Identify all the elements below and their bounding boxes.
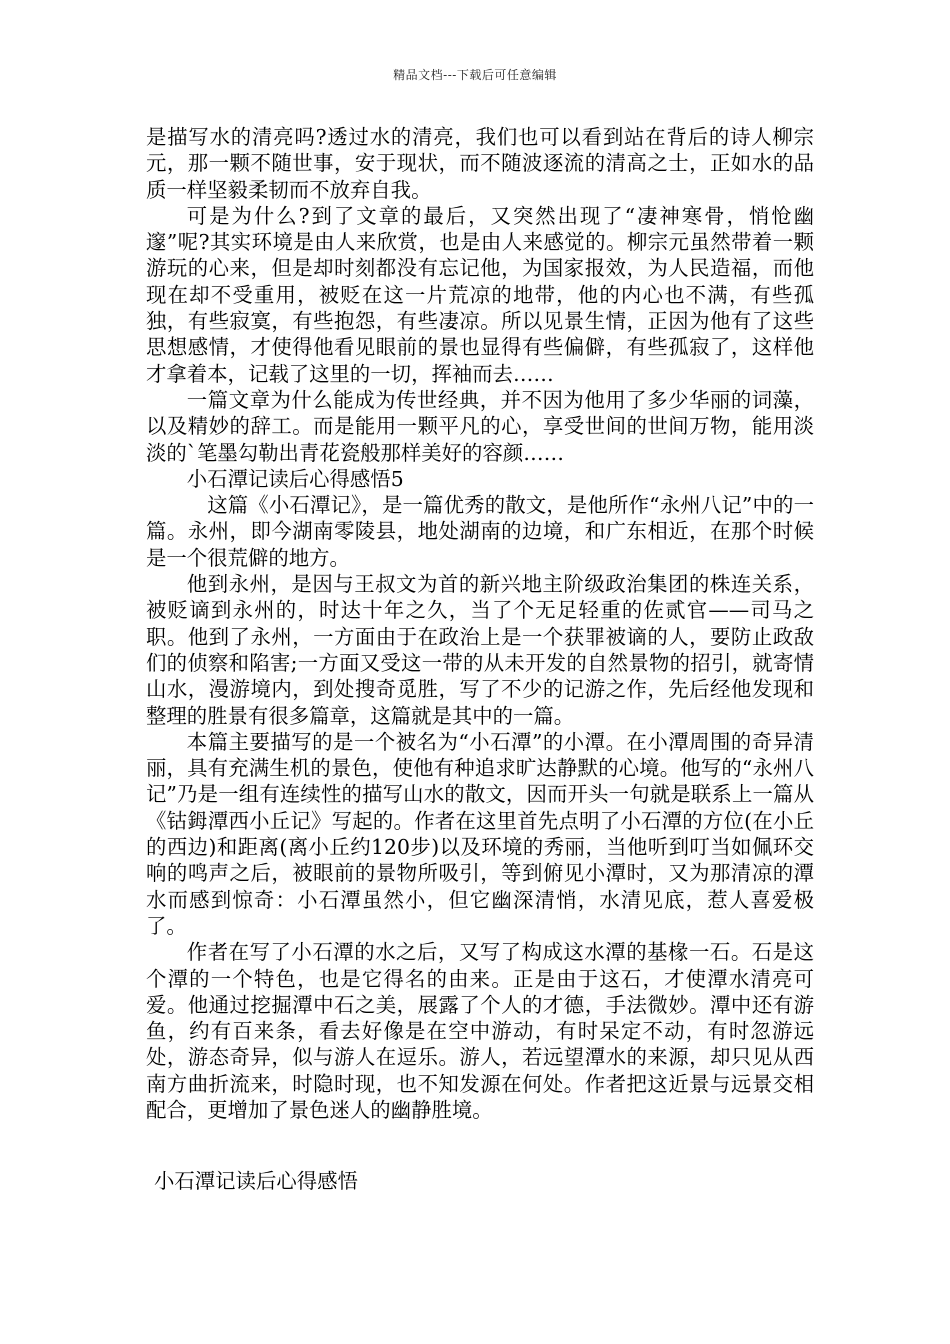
paragraph: 本篇主要描写的是一个被名为“小石潭”的小潭。在小潭周围的奇异清丽，具有充满生机的景色，使他有种追求旷达静默的心境。他写的“永州八记”乃是一组有连续性的描写山水的散文，因而开头一句就是联系上一篇从《钴鉧潭西小丘记》写起的。作者在这里首先点明了小石潭的方位(在小丘的西边)和距离(离小丘约120步)以及环境的秀丽，当他听到叮当如佩环交响的鸣声之后，被眼前的景物所吸引，等到俯见小潭时，又为那清凉的潭水而感到惊奇：小石潭虽然小，但它幽深清悄，水清见底，惹人喜爱极了。 [146, 729, 814, 938]
paragraph: 作者在写了小石潭的水之后，又写了构成这水潭的基椽一石。石是这个潭的一个特色，也是它得名的由来。正是由于这石，才使潭水清亮可爱。他通过挖掘潭中石之美，展露了个人的才德，手法微妙。潭中还有游鱼，约有百来条，看去好像是在空中游动，有时呆定不动，有时忽游远处，游态奇异，似与游人在逗乐。游人，若远望潭水的来源，却只见从西南方曲折流来，时隐时现，也不知发源在何处。作者把这近景与远景交相配合，更增加了景色迷人的幽静胜境。 [146, 940, 814, 1122]
paragraph: 可是为什么?到了文章的最后，又突然出现了“凄神寒骨，悄怆幽邃”呢?其实环境是由人来欣赏，也是由人来感觉的。柳宗元虽然带着一颗游玩的心来，但是却时刻都没有忘记他，为国家报效，为人民造福，而他现在却不受重用，被贬在这一片荒凉的地带，他的内心也不满，有些孤独，有些寂寞，有些抱怨，有些凄凉。所以见景生情，正因为他有了这些思想感情，才使得他看见眼前的景也显得有些偏僻，有些孤寂了，这样他才拿着本，记载了这里的一切，挥袖而去…… [146, 203, 814, 386]
page-header: 精品文档---下载后可任意编辑 [393, 68, 557, 82]
paragraph: 一篇文章为什么能成为传世经典，并不因为他用了多少华丽的词藻，以及精妙的辞工。而是能用一颗平凡的心，享受世间的世间万物，能用淡淡的`笔墨勾勒出青花瓷般那样美好的容颜…… [146, 387, 814, 465]
paragraph: 他到永州，是因与王叔文为首的新兴地主阶级政治集团的株连关系，被贬谪到永州的，时达十年之久，当了个无足轻重的佐贰官——司马之职。他到了永州，一方面由于在政治上是一个获罪被谪的人，要防止政敌们的侦察和陷害;一方面又受这一带的从未开发的自然景物的招引，就寄情山水，漫游境内，到处搜奇觅胜，写了不少的记游之作，先后经他发现和整理的胜景有很多篇章，这篇就是其中的一篇。 [146, 572, 814, 728]
document-body [146, 124, 814, 1123]
footer-title: 小石潭记读后心得感悟 [154, 1169, 358, 1193]
section-heading: 小石潭记读后心得感悟5 [186, 466, 404, 491]
paragraph: 是描写水的清亮吗?透过水的清亮，我们也可以看到站在背后的诗人柳宗元，那一颗不随世事，安于现状，而不随波逐流的清高之士，正如水的品质一样坚毅柔韧而不放弃自我。 [146, 125, 814, 202]
paragraph: 这篇《小石潭记》，是一篇优秀的散文，是他所作“永州八记”中的一篇。永州，即今湖南零陵县，地处湖南的边境，和广东相近，在那个时候是一个很荒僻的地方。 [146, 493, 814, 570]
